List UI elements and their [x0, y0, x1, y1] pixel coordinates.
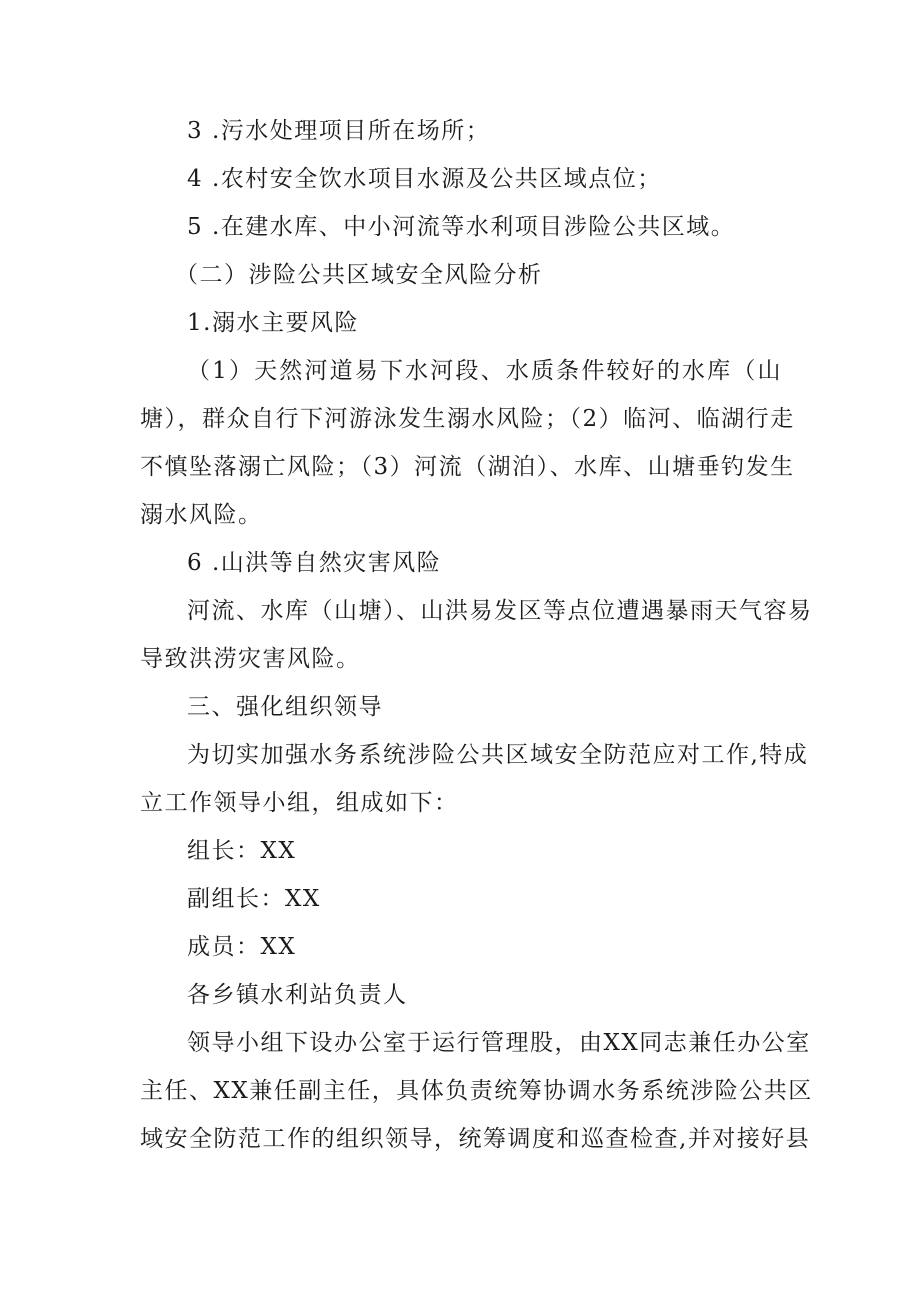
paragraph-line: 河流、水库（山塘）、山洪易发区等点位遭遇暴雨天气容易 [187, 598, 813, 624]
paragraph-line: 域安全防范工作的组织领导，统筹调度和巡查检查,并对接好县 [140, 1126, 811, 1152]
subheading-drowning-risk: 1.溺水主要风险 [187, 310, 359, 336]
paragraph-line: 溺水风险。 [140, 502, 263, 528]
subheading-flood-risk: 6 .山洪等自然灾害风险 [187, 550, 442, 576]
member-deputy-leader: 副组长：XX [187, 886, 321, 912]
member-leader: 组长：XX [187, 838, 297, 864]
paragraph-line: 塘），群众自行下河游泳发生溺水风险；（2）临河、临湖行走 [140, 406, 795, 432]
member-members: 成员：XX [187, 934, 297, 960]
paragraph-line: 领导小组下设办公室于运行管理股，由XX同志兼任办公室 [187, 1030, 811, 1056]
list-item-4: 4 .农村安全饮水项目水源及公共区域点位； [187, 166, 662, 192]
member-station-heads: 各乡镇水利站负责人 [187, 982, 408, 1008]
paragraph-line: 主任、XX兼任副主任，具体负责统筹协调水务系统涉险公共区 [140, 1078, 813, 1104]
paragraph-line: 立工作领导小组，组成如下： [140, 790, 459, 816]
section-heading-3: 三、强化组织领导 [187, 694, 383, 720]
paragraph-line: 导致洪涝灾害风险。 [140, 646, 361, 672]
paragraph-line: （1）天然河道易下水河段、水质条件较好的水库（山 [187, 358, 782, 384]
section-heading-2: （二）涉险公共区域安全风险分析 [175, 262, 543, 288]
paragraph-line: 为切实加强水务系统涉险公共区域安全防范应对工作,特成 [187, 742, 809, 768]
list-item-3: 3 .污水处理项目所在场所； [187, 118, 491, 144]
list-item-5: 5 .在建水库、中小河流等水利项目涉险公共区域。 [187, 214, 736, 240]
paragraph-line: 不慎坠落溺亡风险；（3）河流（湖泊）、水库、山塘垂钓发生 [140, 454, 795, 480]
